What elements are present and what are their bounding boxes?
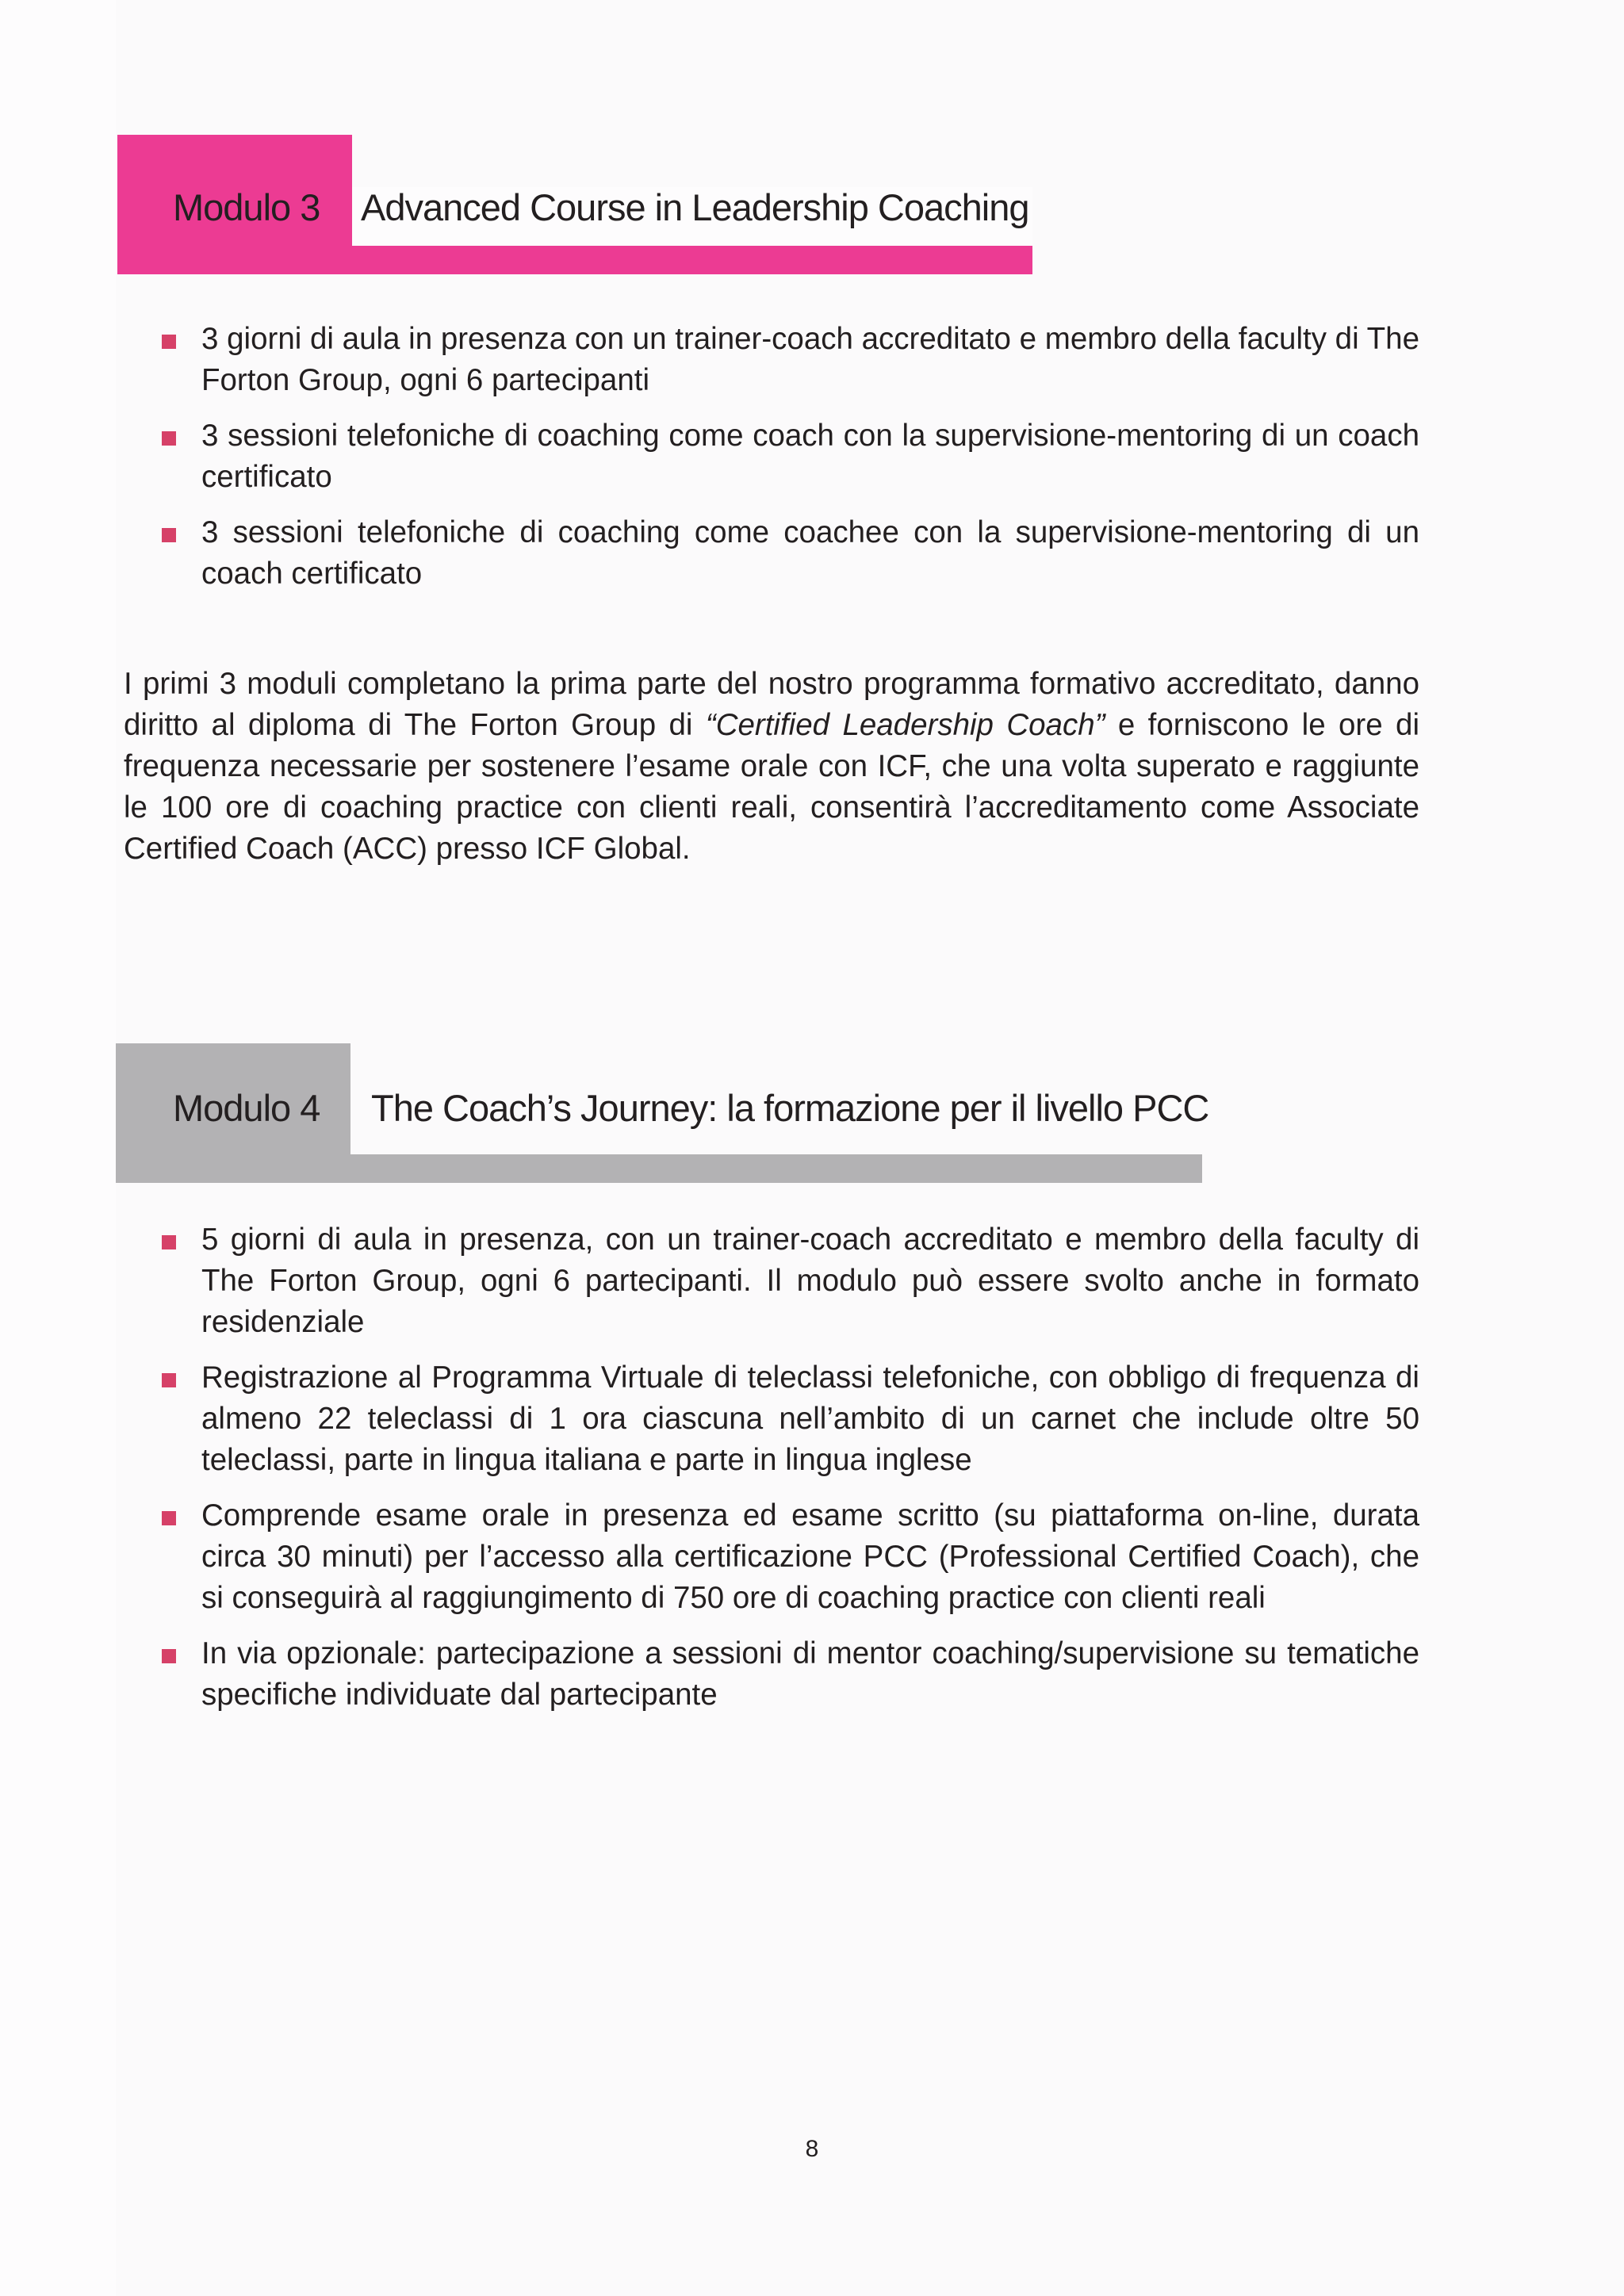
module-4-title: The Coach’s Journey: la formazione per il livello PCC	[371, 1087, 1209, 1129]
page-number: 8	[805, 2136, 819, 2162]
square-bullet-icon	[162, 431, 176, 446]
module-3-title: Advanced Course in Leadership Coaching	[361, 186, 1029, 228]
list-item: 5 giorni di aula in presenza, con un trainer-coach accreditato e membro della faculty di The Forton Group, ogni 6 partecipanti. Il modulo può essere svolto anche in formato residenziale	[159, 1219, 1419, 1343]
square-bullet-icon	[162, 335, 176, 349]
list-item: 3 giorni di aula in presenza con un trainer-coach accreditato e membro della faculty di The Forton Group, ogni 6 partecipanti	[159, 319, 1419, 401]
summary-paragraph: I primi 3 moduli completano la prima parte del nostro programma formativo accreditato, danno diritto al diploma di The Forton Group di “Certified Leadership Coach” e forniscono le ore di frequenza necessarie per sostenere l’esame orale con ICF, che una volta superato e raggiunte le 100 ore di coaching practice con clienti reali, consentirà l’accreditamento come Associate Certified Coach (ACC) presso ICF Global.	[124, 667, 1419, 866]
module-4-accent-bar	[116, 1154, 1202, 1183]
square-bullet-icon	[162, 1649, 176, 1663]
module-4-label: Modulo 4	[173, 1087, 320, 1129]
module-3-label: Modulo 3	[173, 186, 320, 228]
list-item: Registrazione al Programma Virtuale di teleclassi telefoniche, con obbligo di frequenza di almeno 22 teleclassi di 1 ora ciascuna nell’ambito di un carnet che include oltre 50 teleclassi, parte in lingua italiana e parte in lingua inglese	[159, 1357, 1419, 1481]
certified-leadership-coach-emphasis: “Certified Leadership Coach”	[705, 708, 1105, 742]
list-item: 3 sessioni telefoniche di coaching come coach con la supervisione-mentoring di un coach certificato	[159, 415, 1419, 498]
square-bullet-icon	[162, 528, 176, 542]
list-item: 3 sessioni telefoniche di coaching come coachee con la supervisione-mentoring di un coach certificato	[159, 512, 1419, 595]
square-bullet-icon	[162, 1235, 176, 1249]
square-bullet-icon	[162, 1373, 176, 1387]
square-bullet-icon	[162, 1511, 176, 1525]
list-item: Comprende esame orale in presenza ed esame scritto (su piattaforma on-line, durata circa 30 minuti) per l’accesso alla certificazione PCC (Professional Certified Coach), che si conseguirà al raggiungimento di 750 ore di coaching practice con clienti reali	[159, 1495, 1419, 1619]
list-item: In via opzionale: partecipazione a sessioni di mentor coaching/supervisione su tematiche specifiche individuate dal partecipante	[159, 1633, 1419, 1716]
module-4-bullet-list	[159, 1219, 1419, 1730]
module-3-bullet-list	[159, 319, 1419, 609]
module-3-accent-bar	[117, 246, 1032, 274]
